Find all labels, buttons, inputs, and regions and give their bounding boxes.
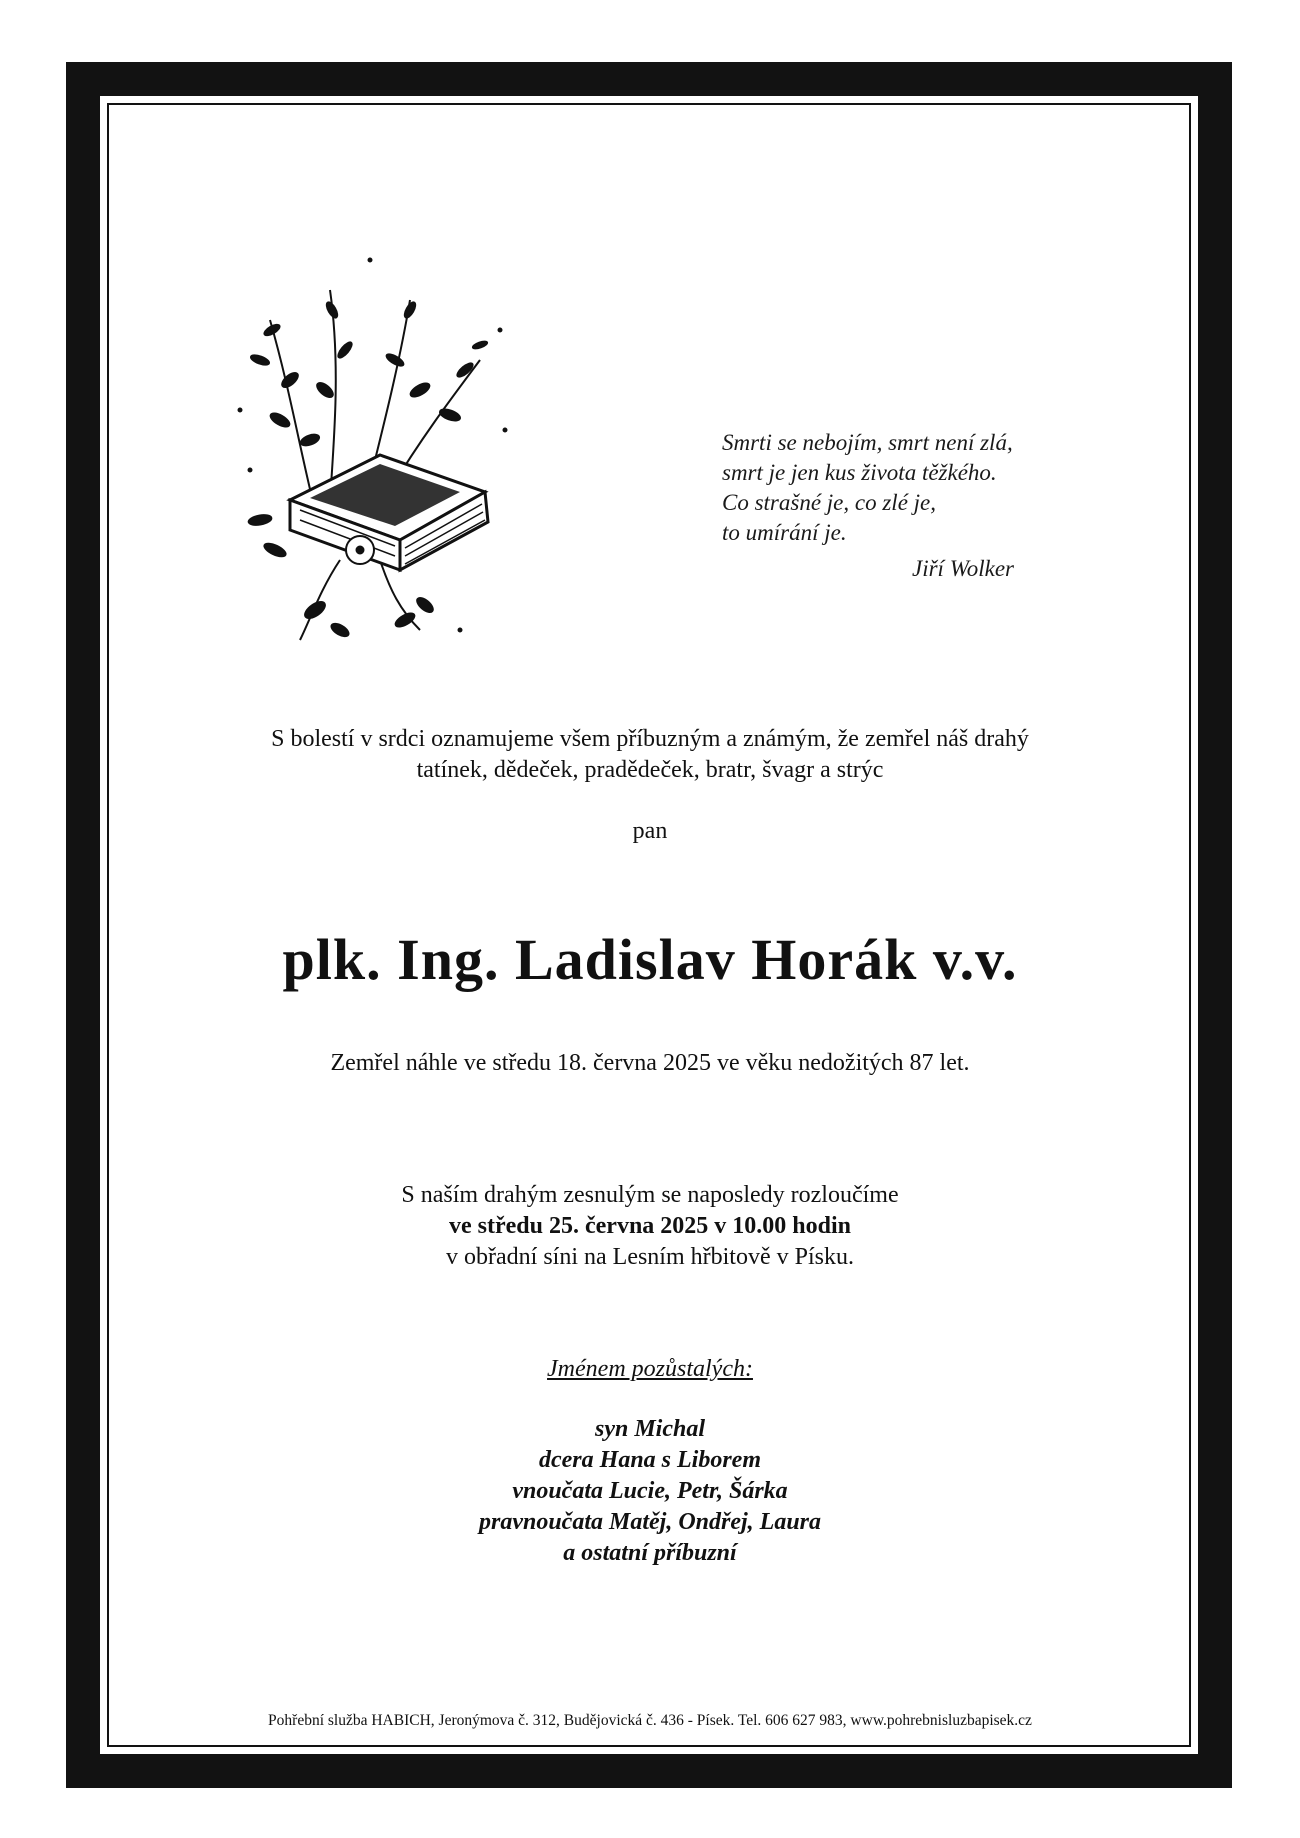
salutation: pan [632,818,668,844]
poem-line: Co strašné je, co zlé je, [722,490,936,515]
mourners-heading [0,1356,1300,1383]
book-with-flowers-icon [220,230,520,650]
death-info: Zemřel náhle ve středu 18. června 2025 ve věku nedožitých 87 let. [330,1050,970,1076]
mourners-heading-text: Jménem pozůstalých: [547,1356,753,1382]
mourner-item: dcera Hana s Liborem [539,1447,761,1473]
farewell-place: v obřadní síni na Lesním hřbitově v Písku. [446,1244,854,1270]
poem-quote [722,428,1052,584]
farewell-line: S naším drahým zesnulým se naposledy rozloučíme [401,1182,899,1208]
funeral-service-footer: Pohřební služba HABICH, Jeronýmova č. 312, Budějovická č. 436 - Písek. Tel. 606 627 983, www.pohrebnisluzbapisek.cz [268,1712,1032,1729]
mourner-item: a ostatní příbuzní [563,1540,737,1566]
poem-line: to umírání je. [722,520,847,545]
poem-author: Jiří Wolker [912,556,1014,581]
poem-line: smrt je jen kus života těžkého. [722,460,997,485]
announcement-line: tatínek, dědeček, pradědeček, bratr, švagr a strýc [416,757,884,783]
farewell-date: ve středu 25. června 2025 v 10.00 hodin [449,1213,851,1239]
mourners-list [0,1414,1300,1569]
poem-line: Smrti se nebojím, smrt není zlá, [722,430,1013,455]
farewell-info [0,1180,1300,1273]
deceased-name: plk. Ing. Ladislav Horák v.v. [282,927,1018,992]
mourner-item: vnoučata Lucie, Petr, Šárka [512,1478,788,1504]
announcement-line: S bolestí v srdci oznamujeme všem příbuzným a známým, že zemřel náš drahý [271,726,1029,752]
mourner-item: pravnoučata Matěj, Ondřej, Laura [478,1509,822,1535]
mourner-item: syn Michal [594,1416,705,1442]
announcement [160,724,1140,786]
